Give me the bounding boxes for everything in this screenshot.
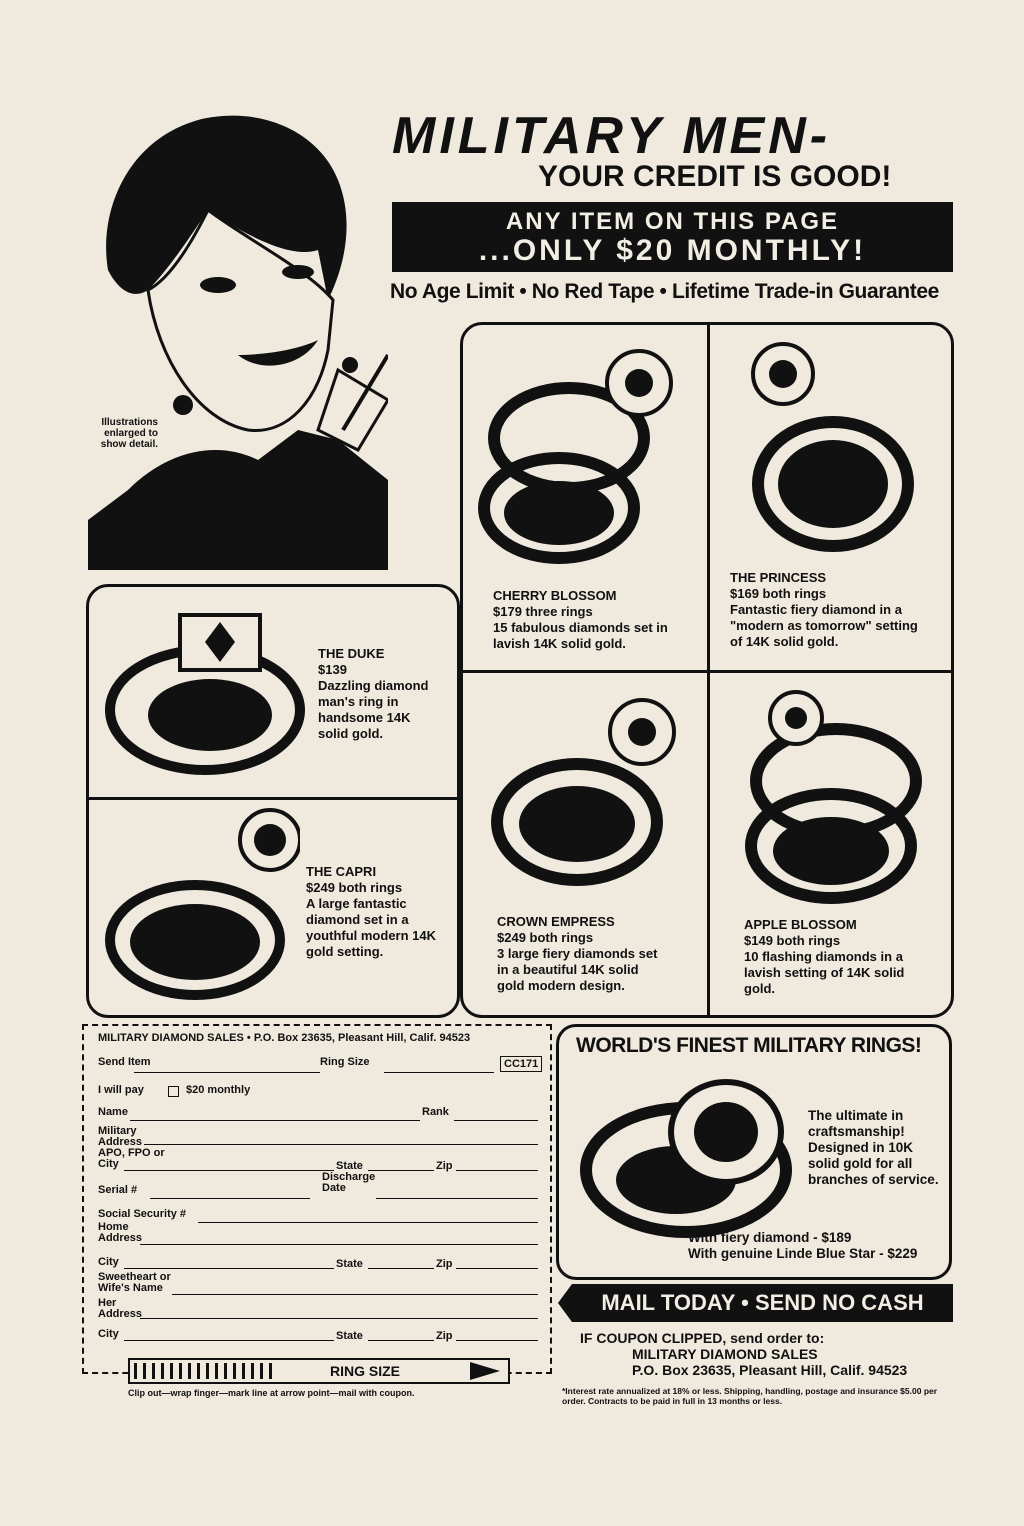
state-label: State [336, 1258, 363, 1270]
product-desc: solid gold. [318, 726, 383, 741]
state-field[interactable] [368, 1268, 434, 1269]
product-desc: in a beautiful 14K solid [497, 962, 639, 977]
military-address-label: Military Address [98, 1125, 143, 1148]
sweetheart-field[interactable] [172, 1294, 538, 1295]
product-price: $249 both rings [306, 880, 403, 895]
ring-icon [100, 800, 300, 1010]
woman-illustration [88, 100, 388, 590]
product-crown-empress [497, 914, 657, 994]
price-banner [392, 202, 953, 272]
rank-label: Rank [422, 1106, 449, 1118]
mail-today-banner: MAIL TODAY • SEND NO CASH [572, 1284, 953, 1322]
city-label: City [98, 1256, 119, 1268]
mail-line-2: MILITARY DIAMOND SALES [632, 1346, 818, 1362]
product-desc: lavish 14K solid gold. [493, 636, 626, 651]
product-name: THE PRINCESS [730, 570, 827, 585]
name-label: Name [98, 1106, 128, 1118]
ring-size-strip-label: RING SIZE [330, 1363, 401, 1379]
product-desc: Dazzling diamond [318, 678, 429, 693]
product-name: CROWN EMPRESS [497, 914, 615, 929]
ring-icon [736, 686, 936, 906]
ring-icon [728, 334, 938, 564]
coupon-header: MILITARY DIAMOND SALES • P.O. Box 23635, Pleasant Hill, Calif. 94523 [98, 1032, 471, 1044]
product-desc: Fantastic fiery diamond in a [730, 602, 902, 617]
product-cherry-blossom [493, 588, 668, 652]
military-address-field[interactable] [144, 1144, 538, 1145]
state-label: State [336, 1330, 363, 1342]
product-desc: diamond set in a [306, 912, 409, 927]
pay-label: I will pay [98, 1084, 144, 1096]
zip-label: Zip [436, 1330, 453, 1342]
ring-size-label: Ring Size [320, 1056, 370, 1068]
state-field[interactable] [368, 1170, 434, 1171]
apo-field[interactable] [124, 1170, 334, 1171]
monthly-label: $20 monthly [186, 1084, 251, 1096]
product-desc: A large fantastic [306, 896, 407, 911]
product-desc: 15 fabulous diamonds set in [493, 620, 668, 635]
rank-field[interactable] [454, 1120, 538, 1121]
ring-size-field[interactable] [384, 1072, 494, 1073]
zip-label: Zip [436, 1160, 453, 1172]
city-field[interactable] [124, 1268, 334, 1269]
product-desc: 10 flashing diamonds in a [744, 949, 903, 964]
product-price: $169 both rings [730, 586, 827, 601]
coupon-code: CC171 [500, 1056, 542, 1072]
headline-title: MILITARY MEN- [392, 107, 832, 165]
discharge-label: Discharge Date [322, 1171, 376, 1194]
zip-field[interactable] [456, 1268, 538, 1269]
send-item-field[interactable] [134, 1072, 320, 1073]
mail-address-block [580, 1330, 907, 1378]
product-desc: gold. [744, 981, 776, 996]
product-name: APPLE BLOSSOM [744, 917, 857, 932]
home-address-label: Home Address [98, 1221, 143, 1244]
apo-label: APO, FPO or City [98, 1147, 165, 1170]
home-address-field[interactable] [140, 1244, 538, 1245]
discharge-field[interactable] [376, 1198, 538, 1199]
product-desc: gold modern design. [497, 978, 625, 993]
product-desc: of 14K solid gold. [730, 634, 839, 649]
desc-line: craftsmanship! [808, 1124, 905, 1139]
product-price: $149 both rings [744, 933, 841, 948]
state-label: State [336, 1160, 363, 1172]
banner-line-2: ...ONLY $20 MONTHLY! [478, 234, 867, 267]
product-desc: 3 large fiery diamonds set [497, 946, 658, 961]
headline-subtitle: YOUR CREDIT IS GOOD! [538, 160, 892, 193]
note-line: enlarged to [104, 428, 158, 439]
class-ring-icon [576, 1070, 806, 1240]
zip-field[interactable] [456, 1340, 538, 1341]
clip-note: Clip out—wrap finger—mark line at arrow point—mail with coupon. [128, 1388, 415, 1398]
divider [462, 670, 952, 673]
desc-line: branches of service. [808, 1172, 939, 1187]
product-price: $179 three rings [493, 604, 593, 619]
mail-line-3: P.O. Box 23635, Pleasant Hill, Calif. 94523 [632, 1362, 908, 1378]
monthly-checkbox[interactable] [168, 1086, 179, 1097]
desc-line: Designed in 10K [808, 1140, 914, 1155]
military-rings-desc [808, 1108, 939, 1188]
desc-line: The ultimate in [808, 1108, 904, 1123]
zip-field[interactable] [456, 1170, 538, 1171]
banner-line-1: ANY ITEM ON THIS PAGE [505, 208, 840, 235]
military-price-2: With genuine Linde Blue Star - $229 [688, 1246, 918, 1261]
product-price: $139 [318, 662, 347, 677]
size-ticks [134, 1363, 274, 1379]
illustration-note [86, 417, 158, 450]
name-field[interactable] [130, 1120, 420, 1121]
product-desc: man's ring in [318, 694, 399, 709]
note-line: Illustrations [101, 417, 158, 428]
ring-icon [482, 692, 702, 902]
product-apple-blossom [744, 917, 904, 997]
product-price: $249 both rings [497, 930, 594, 945]
product-desc: "modern as tomorrow" setting [730, 618, 918, 633]
desc-line: solid gold for all [808, 1156, 913, 1171]
city-field[interactable] [124, 1340, 334, 1341]
product-desc: youthful modern 14K [306, 928, 437, 943]
serial-label: Serial # [98, 1184, 138, 1196]
zip-label: Zip [436, 1258, 453, 1270]
her-address-label: Her Address [98, 1297, 143, 1320]
note-line: show detail. [100, 439, 158, 450]
product-name: THE DUKE [318, 646, 385, 661]
military-price-1: With fiery diamond - $189 [688, 1230, 852, 1245]
ring-icon [474, 338, 704, 578]
send-item-label: Send Item [98, 1056, 151, 1068]
sweetheart-label: Sweetheart or Wife's Name [98, 1271, 171, 1294]
her-address-field[interactable] [140, 1318, 538, 1319]
mail-line-1: IF COUPON CLIPPED, send order to: [580, 1330, 825, 1346]
product-desc: handsome 14K [318, 710, 411, 725]
product-desc: lavish setting of 14K solid [744, 965, 905, 980]
tagline: No Age Limit • No Red Tape • Lifetime Trade-in Guarantee [390, 280, 939, 303]
product-name: THE CAPRI [306, 864, 377, 879]
ssn-field[interactable] [198, 1222, 538, 1223]
product-princess [730, 570, 918, 650]
city-label: City [98, 1328, 119, 1340]
product-desc: gold setting. [306, 944, 384, 959]
ring-icon [100, 600, 310, 780]
order-coupon [82, 1024, 552, 1374]
product-capri [306, 864, 436, 960]
ring-size-strip[interactable] [128, 1358, 510, 1384]
arrow-icon [470, 1362, 500, 1380]
product-name: CHERRY BLOSSOM [493, 588, 617, 603]
fine-print: *Interest rate annualized at 18% or less. Shipping, handling, postage and insurance $5.00 per order. Contracts to be paid in full in 13 months or less. [562, 1386, 938, 1406]
state-field[interactable] [368, 1340, 434, 1341]
military-rings-title: WORLD'S FINEST MILITARY RINGS! [576, 1034, 922, 1057]
ssn-label: Social Security # [98, 1208, 187, 1220]
serial-field[interactable] [150, 1198, 310, 1199]
product-duke [318, 646, 429, 742]
